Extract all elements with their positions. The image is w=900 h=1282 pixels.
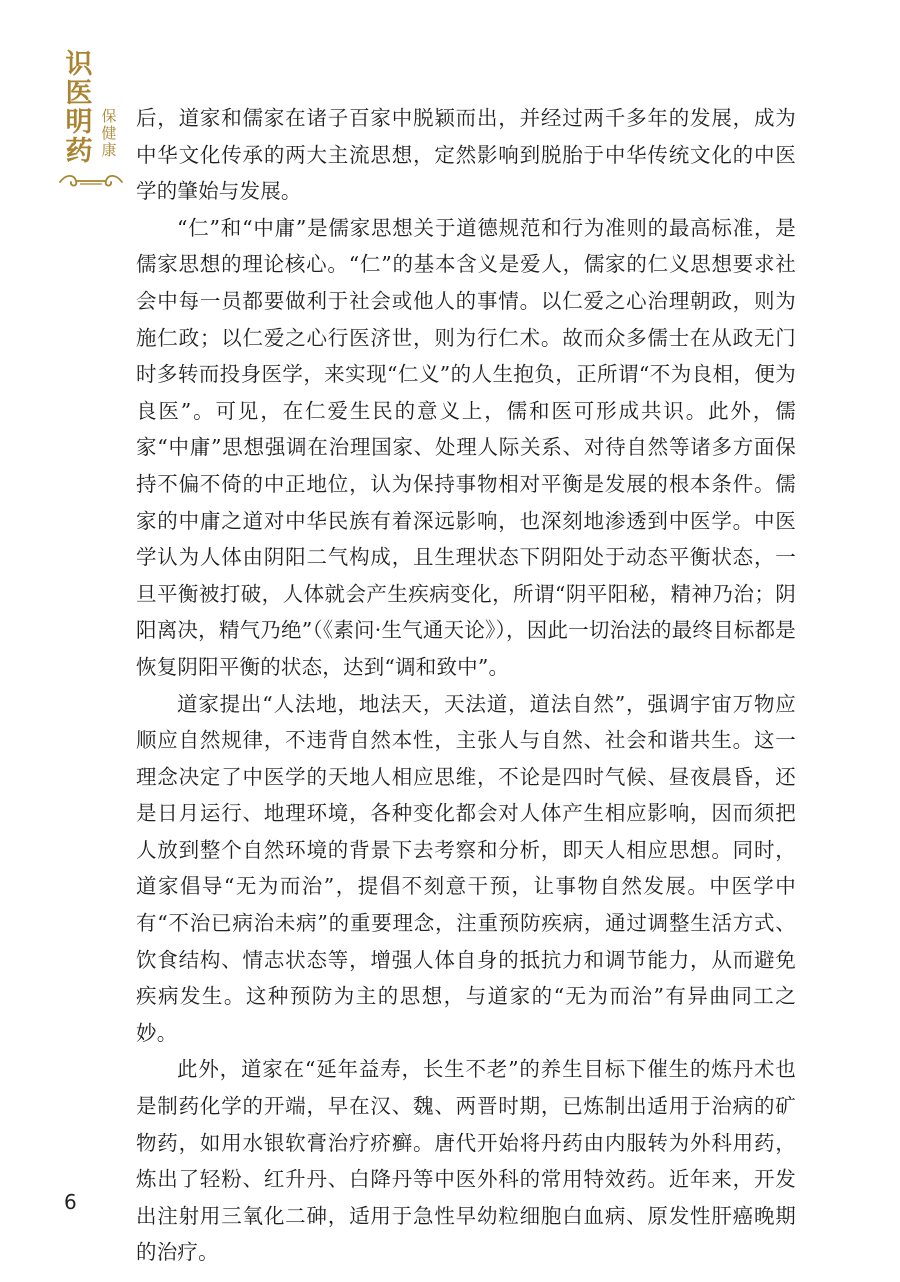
logo-sub-char: 保 (101, 107, 117, 125)
page-number: 6 (64, 1190, 77, 1214)
logo-char: 明 (65, 107, 93, 138)
paragraph: 此外，道家在“延年益寿，长生不老”的养生目标下催生的炼丹术也是制药化学的开端，早在汉、魏、两晋时期，已炼制出适用于治病的矿物药，如用水银软膏治疗疥癣。唐代开始将丹药由内服转为外科用药，炼出了轻粉、红升丹、白降丹等中医外科的常用特效药。近年来，开发出注射用三氧化二砷，适用于急性早幼粒细胞白血病、原发性肝癌晚期的治疗。 (136, 1057, 796, 1265)
scroll-ornament-icon (56, 172, 126, 190)
logo-sub-char: 健 (101, 124, 117, 142)
logo-title (60, 50, 98, 166)
logo-subtitle (100, 108, 118, 159)
logo-char: 药 (65, 136, 93, 167)
book-logo (56, 50, 128, 180)
paragraph: “仁”和“中庸”是儒家思想关于道德规范和行为准则的最高标准，是儒家思想的理论核心。“仁”的基本含义是爱人，儒家的仁义思想要求社会中每一员都要做利于社会或他人的事情。以仁爱之心治理朝政，则为施仁政；以仁爱之心行医济世，则为行仁术。故而众多儒士在从政无门时多转而投身医学，来实现“仁义”的人生抱负，正所谓“不为良相，便为良医”。可见，在仁爱生民的意义上，儒和医可形成共识。此外，儒家“中庸”思想强调在治理国家、处理人际关系、对待自然等诸多方面保持不偏不倚的中正地位，认为保持事物相对平衡是发展的根本条件。儒家的中庸之道对中华民族有着深远影响，也深刻地渗透到中医学。中医学认为人体由阴阳二气构成，且生理状态下阴阳处于动态平衡状态，一旦平衡被打破，人体就会产生疾病变化，所谓“阴平阳秘，精神乃治；阴阳离决，精气乃绝”（《素问·生气通天论》），因此一切治法的最终目标都是恢复阴阳平衡的状态，达到“调和致中”。 (136, 215, 796, 679)
logo-char: 识 (65, 49, 93, 80)
body-text (136, 100, 796, 1271)
logo-sub-char: 康 (101, 141, 117, 159)
paragraph: 后，道家和儒家在诸子百家中脱颖而出，并经过两千多年的发展，成为中华文化传承的两大主流思想，定然影响到脱胎于中华传统文化的中医学的肇始与发展。 (136, 106, 796, 204)
paragraph: 道家提出“人法地，地法天，天法道，道法自然”，强调宇宙万物应顺应自然规律，不违背自然本性，主张人与自然、社会和谐共生。这一理念决定了中医学的天地人相应思维，不论是四时气候、昼夜晨昏，还是日月运行、地理环境，各种变化都会对人体产生相应影响，因而须把人放到整个自然环境的背景下去考察和分析，即天人相应思想。同时，道家倡导“无为而治”，提倡不刻意干预，让事物自然发展。中医学中有“不治已病治未病”的重要理念，注重预防疾病，通过调整生活方式、饮食结构、情志状态等，增强人体自身的抵抗力和调节能力，从而避免疾病发生。这种预防为主的思想，与道家的“无为而治”有异曲同工之妙。 (136, 691, 796, 1045)
logo-char: 医 (65, 78, 93, 109)
